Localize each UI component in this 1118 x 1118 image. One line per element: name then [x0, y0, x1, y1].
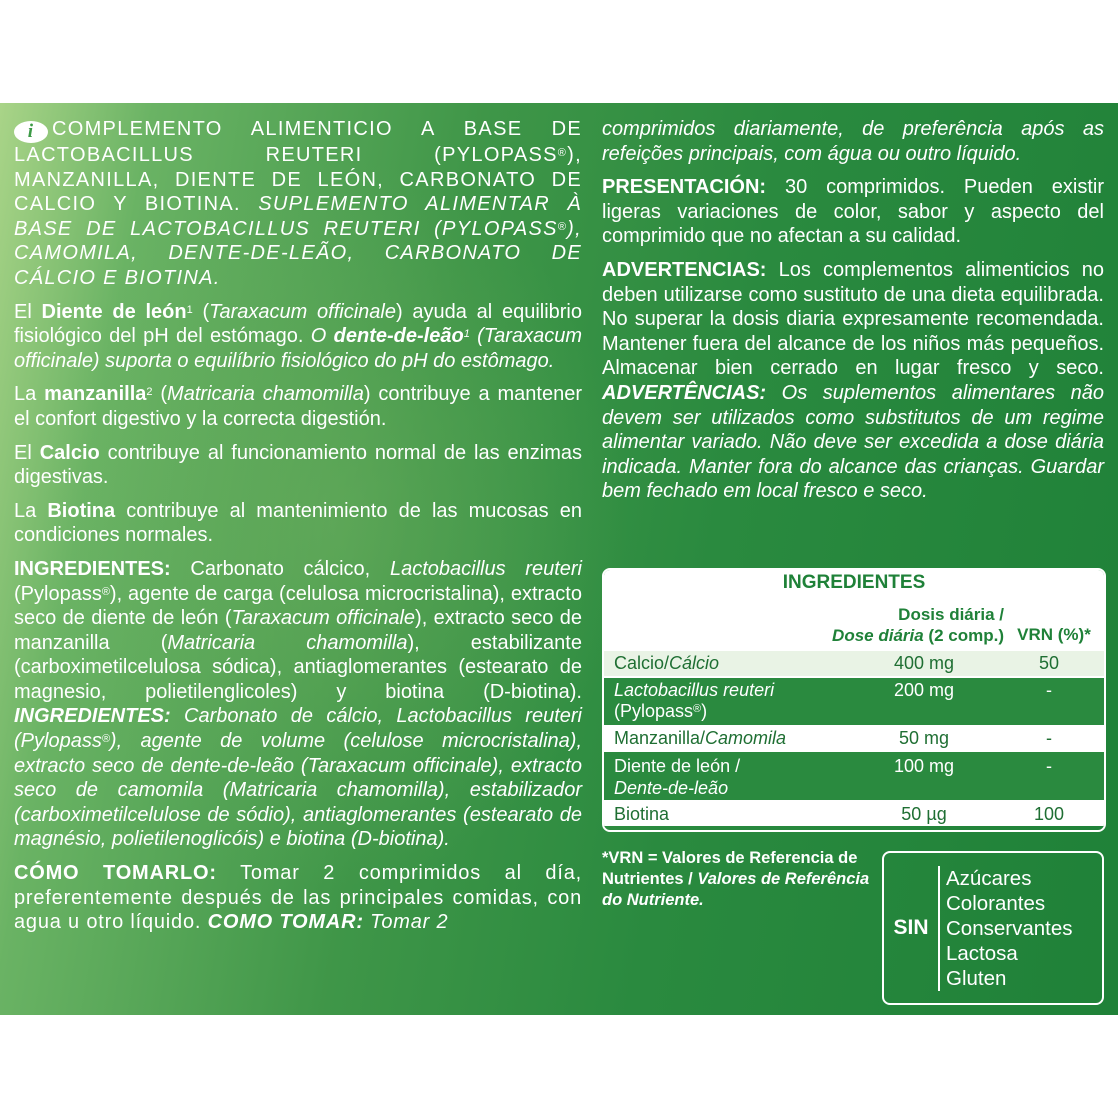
footnote-mark: 1 [186, 303, 193, 316]
right-column [602, 117, 1104, 513]
registered-mark: ® [557, 220, 568, 233]
intro-paragraph [14, 117, 582, 291]
row-dose: 400 mg [893, 653, 955, 673]
howto-label-pt: COMO TOMAR: [207, 911, 364, 934]
howto-continued: comprimidos diariamente, de preferência após as refeições principais, com água ou outro líquido. [602, 118, 1104, 165]
row-name [604, 680, 854, 725]
free-from-list [938, 866, 1072, 991]
text-fragment: Los complementos alimenticios no deben utilizarse como sustituto de una dieta equilibrada. No superar la dosis diaria expresamente recomendada. Mantener fuera del alcance de los niños más pequeños. Almacenar bien cerrado en lugar fresco y seco. [602, 258, 1104, 380]
table-header [604, 596, 1104, 649]
chamomile-name: manzanilla [44, 383, 147, 406]
row-name [604, 651, 854, 676]
row-vrn: 100 [1033, 804, 1065, 824]
text-fragment: Calcio/ [614, 653, 670, 673]
text-fragment: Tomar 2 comprimidos al día, preferentemente después de las principales comidas, con agua u otro líquido. [14, 862, 582, 934]
text-fragment: El [14, 300, 42, 323]
info-icon: i [14, 121, 48, 143]
dandelion-name-pt: dente-de-leão [333, 325, 464, 348]
table-row [604, 800, 1104, 826]
text-fragment: Camomila [705, 728, 787, 748]
ingredients-label-pt: INGREDIENTES: [14, 705, 171, 728]
text-fragment: ) contribuye a mantener el confort digestivo y la correcta digestión. [14, 383, 583, 430]
text-fragment: contribuye al funcionamiento normal de las enzimas digestivas. [14, 441, 582, 489]
text-fragment: Tomar 2 [363, 911, 449, 934]
free-from-item: Gluten [946, 966, 1007, 990]
text-fragment: El [14, 441, 40, 464]
product-label-panel [0, 103, 1118, 1015]
text-fragment: Os suplementos alimentares não devem ser utilizados como substitutos de um regime alimentar variado. Não deve ser excedida a dose diária indicada. Manter fora do alcance das crianças. Guardar bem fechado em local fresco e seco. [602, 381, 1104, 503]
intro-pt: SUPLEMENTO ALIMENTAR À BASE DE LACTOBACILLUS REUTERI (PYLOPASS [14, 193, 582, 240]
registered-mark: ® [101, 585, 110, 598]
row-vrn: - [1046, 680, 1052, 700]
text-fragment: (Pylopass [14, 582, 102, 605]
text-fragment: contribuye al mantenimiento de las mucosas en condiciones normales. [14, 499, 582, 547]
sin-label: SIN [893, 916, 929, 939]
intro-es-cont: ), MANZANILLA, DIENTE DE LEÓN, CARBONATO DE CALCIO Y BIOTINA. [14, 144, 582, 216]
row-name [604, 727, 854, 750]
presentation-paragraph [602, 175, 1104, 249]
ingredients-label-es: INGREDIENTES: [14, 557, 171, 580]
header-vrn: VRN (%)* [1017, 625, 1091, 644]
text-fragment: ), agente de carga (celulosa microcristalina), extracto seco de diente de león ( [14, 582, 582, 630]
row-vrn: - [1046, 756, 1052, 776]
text-fragment: Dente-de-leão [614, 778, 729, 798]
table-row [604, 676, 1104, 725]
howto-label-es: CÓMO TOMARLO: [14, 862, 217, 885]
footnote-mark: 1 [463, 328, 470, 341]
text-fragment: La [14, 383, 45, 406]
chamomile-paragraph [14, 382, 582, 431]
text-fragment: ), estabilizante (carboximetilcelulosa sódica), antiaglomerantes (estearato de magnesio, polietilenglicoles) y biotina (D-biotina). [14, 631, 582, 703]
row-vrn: 50 [1038, 653, 1060, 673]
row-dose: 50 mg [898, 728, 950, 748]
row-name [604, 755, 854, 800]
footnote-mark: 2 [146, 386, 153, 399]
text-fragment: ), extracto seco de manzanilla ( [14, 607, 582, 654]
text-fragment: Carbonato cálcico, [170, 557, 390, 580]
intro-es: COMPLEMENTO ALIMENTICIO A BASE DE LACTOBACILLUS REUTERI (PYLOPASS [14, 118, 582, 166]
intro-pt-cont: ), CAMOMILA, DENTE-DE-LEÃO, CARBONATO DE CÁLCIO E BIOTINA. [14, 217, 582, 289]
warnings-label-pt: ADVERTÊNCIAS: [602, 381, 767, 404]
text-fragment: ) [701, 701, 708, 721]
table-row [604, 750, 1104, 800]
free-from-item: Azúcares [946, 866, 1032, 890]
text-fragment: Valores de Referência do Nutriente. [602, 870, 870, 909]
text-fragment: *VRN = Valores de Referencia de Nutrientes / [602, 849, 858, 888]
biotin-name: Biotina [47, 499, 116, 522]
text-fragment: ( [192, 300, 210, 323]
warnings-label-es: ADVERTENCIAS: [602, 258, 767, 281]
calcium-name: Calcio [39, 441, 100, 464]
text-fragment: Lactobacillus reuteri [614, 680, 775, 700]
latin-name: Matricaria chamomilla [167, 631, 408, 654]
latin-name: Taraxacum officinale [231, 607, 416, 630]
text-fragment: ( [152, 383, 168, 406]
free-from-item: Conservantes [946, 916, 1073, 940]
free-from-item: Lactosa [946, 941, 1018, 965]
header-dose [754, 596, 1004, 649]
table-row [604, 725, 1104, 750]
header-empty-cell [604, 596, 754, 649]
warnings-paragraph [602, 258, 1104, 504]
presentation-label: PRESENTACIÓN: [602, 176, 767, 199]
left-column [14, 117, 582, 944]
text-fragment: Dosis diária / [898, 605, 1004, 624]
ingredients-table [602, 568, 1106, 832]
registered-mark: ® [101, 733, 110, 746]
latin-name: Matricaria chamomilla [167, 383, 364, 406]
row-dose: 100 mg [893, 756, 955, 776]
text-fragment: ) ayuda al equilibrio fisiológico del pH del estómago. [14, 300, 582, 348]
dandelion-paragraph [14, 300, 582, 374]
registered-mark: ® [693, 703, 702, 715]
dandelion-name-es: Diente de león [41, 300, 187, 323]
latin-name: Taraxacum officinale [209, 300, 396, 323]
text-fragment: 30 comprimidos. Pueden existir ligeras variaciones de color, sabor y aspecto del comprimido que no afectan a su calidad. [602, 176, 1104, 248]
text-fragment: Cálcio [669, 653, 720, 673]
free-from-item: Colorantes [946, 891, 1046, 915]
text-fragment: (Pylopass [614, 701, 694, 721]
free-from-box [882, 851, 1104, 1005]
biotin-paragraph [14, 499, 582, 548]
calcium-paragraph [14, 441, 582, 490]
table-title: INGREDIENTES [604, 570, 1104, 596]
row-dose: 200 mg [893, 680, 955, 700]
row-dose: 50 µg [901, 804, 947, 824]
text-fragment: La [14, 499, 48, 522]
table-row [604, 649, 1104, 676]
text-fragment: Diente de león / [614, 756, 741, 776]
howto-paragraph [14, 861, 582, 935]
vrn-footnote [602, 848, 877, 911]
text-fragment: Manzanilla/ [614, 728, 706, 748]
text-fragment: O [310, 325, 334, 348]
latin-name: Lactobacillus reuteri [389, 557, 582, 580]
text-fragment: Carbonato de cálcio, Lactobacillus reuteri (Pylopass [14, 705, 582, 753]
row-name: Biotina [614, 804, 670, 824]
row-vrn: - [1046, 728, 1052, 748]
text-fragment: ), agente de volume (celulose microcristalina), extracto seco de dente-de-leão (Taraxacum officinale), extracto seco de camomila (Matricaria chamomilla), estabilizador (carboximetilcelulose de sódio), antiaglomerantes (estearato de magnésio, polietilenoglicóis) e biotina (D-biotina). [14, 730, 582, 851]
text-fragment: (Taraxacum officinale) suporta o equilíbrio fisiológico do pH do estômago. [14, 325, 582, 372]
text-fragment: Dose diária [832, 626, 924, 645]
text-fragment: (2 comp.) [923, 626, 1004, 645]
ingredients-paragraph [14, 557, 582, 852]
registered-mark: ® [557, 147, 568, 159]
